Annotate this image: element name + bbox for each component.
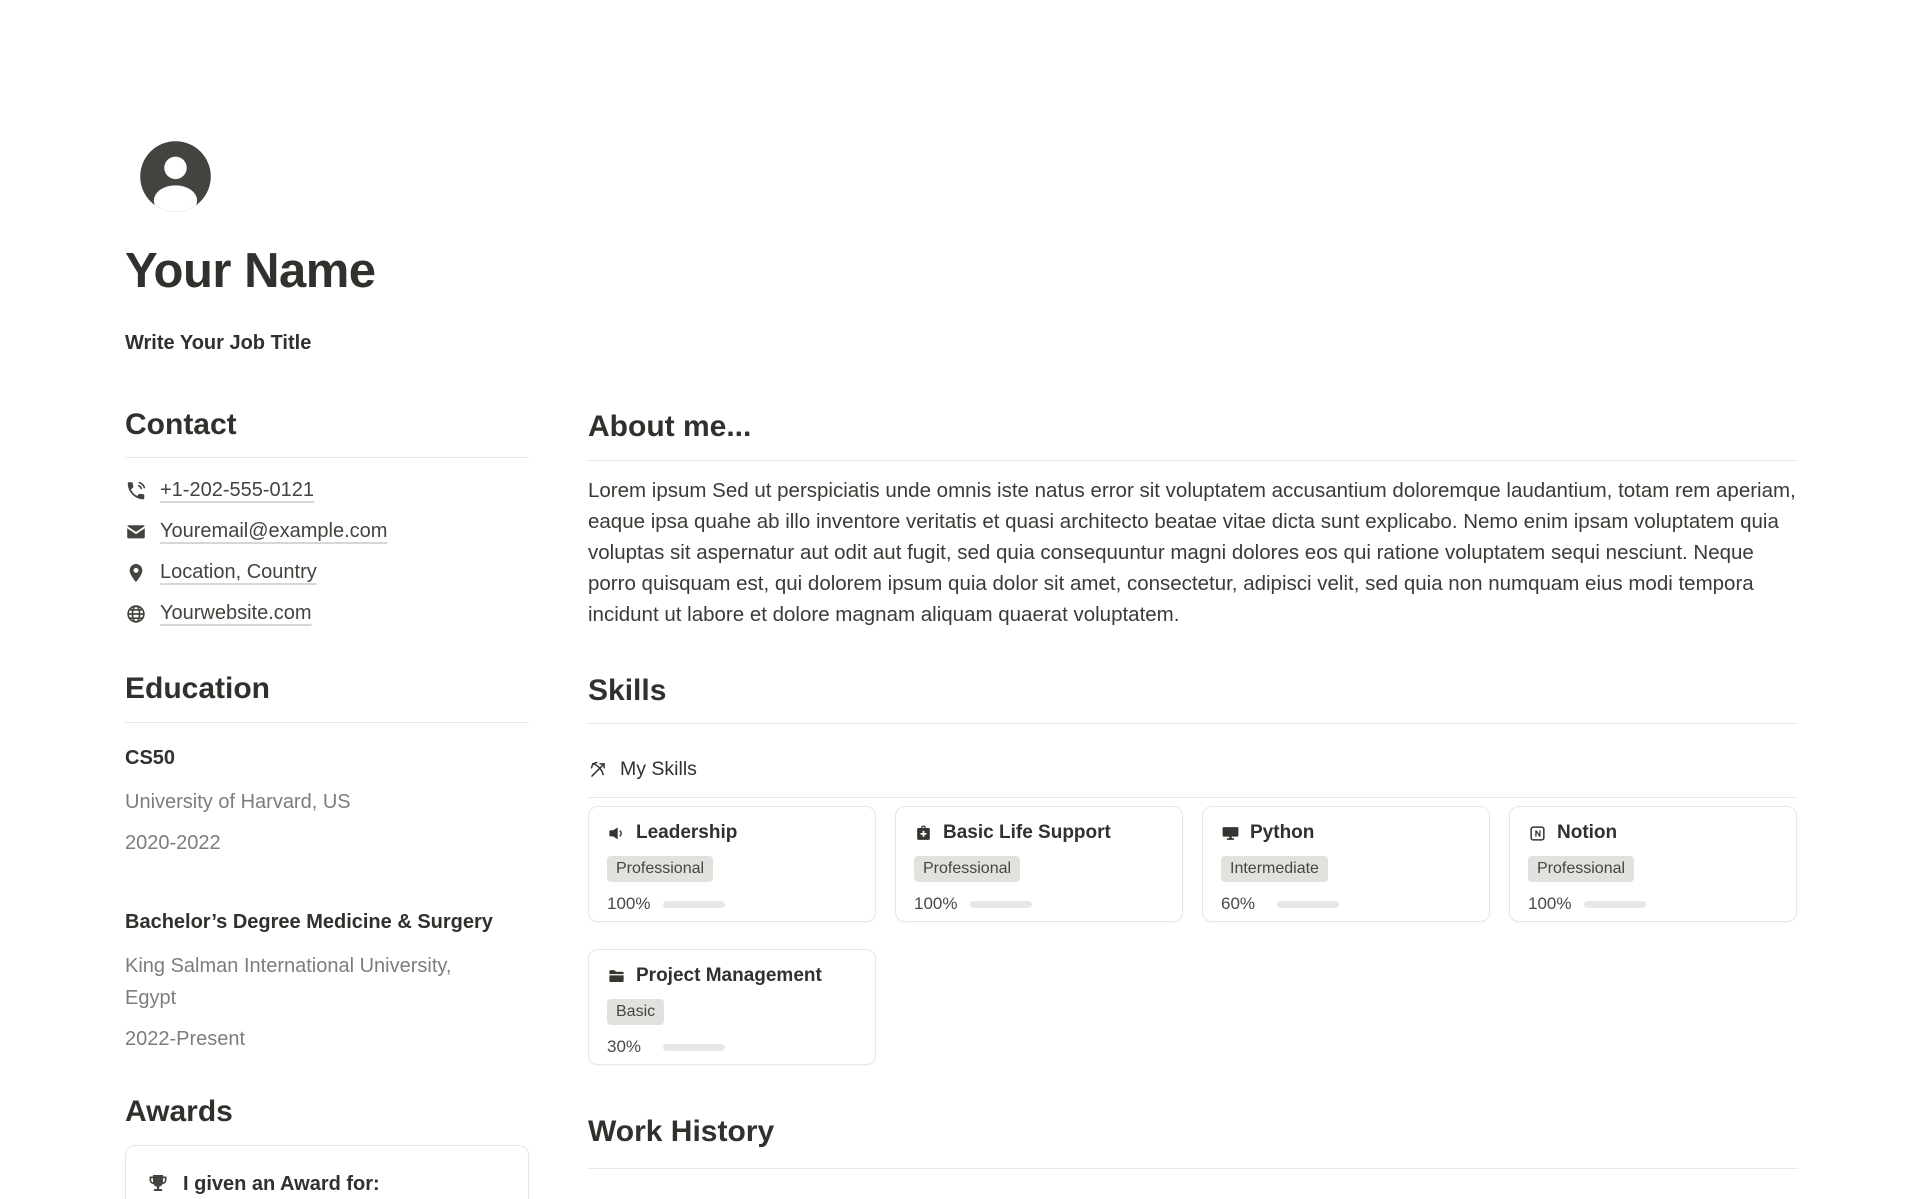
skill-name: Notion [1557,822,1618,843]
education-heading: Education [125,672,271,706]
my-skills-group[interactable] [588,758,1798,781]
skill-percent: 100% [607,894,651,913]
progress-bar [663,1044,725,1051]
skill-level-tag: Professional [607,856,713,882]
skill-percent: 100% [914,894,958,913]
phone-icon [125,480,147,502]
education-title: Bachelor’s Degree Medicine & Surgery [125,910,493,933]
divider [588,723,1798,724]
email-icon [125,521,147,543]
about-heading: About me... [588,410,752,443]
left-column [125,0,529,1199]
progress-bar [1277,901,1339,908]
education-period: 2022-Present [125,1027,246,1050]
location-icon [125,562,147,584]
contact-row-location [125,552,529,593]
skill-percent: 100% [1528,894,1572,913]
skill-level-tag: Professional [1528,856,1634,882]
contact-list [125,470,529,634]
skill-level-tag: Intermediate [1221,856,1328,882]
skill-level-tag: Basic [607,999,664,1025]
education-title: CS50 [125,746,176,769]
contact-row-email [125,511,529,552]
skill-card-leadership[interactable] [588,806,876,922]
my-skills-label: My Skills [620,758,697,780]
bow-arrow-icon [588,759,609,780]
about-paragraph: Lorem ipsum Sed ut perspiciatis unde omnis iste natus error sit voluptatem accusantium doloremque laudantium, totam rem aperiam, eaque ipsa quahe ab illo inventore veritatis et quasi architecto beatae vitae dicta sunt explicabo. Nemo enim ipsam voluptatem quia voluptas sit aspernatur aut odit aut fugit, sed quia consequuntur magni dolores eos qui ratione voluptatem sequi nesciunt. Neque porro quisquam est, qui dolorem ipsum quia dolor sit amet, consectetur, adipisci velit, sed quia non numquam eius modi tempora incidunt ut labore et dolore magnam aliquam quaerat voluptatem. [588,478,1796,626]
progress-bar [1584,901,1646,908]
website-link[interactable]: Yourwebsite.com [160,602,312,625]
education-entry [125,747,529,855]
skills-gallery [588,806,1798,1065]
education-entry [125,911,529,1051]
globe-icon [125,603,147,625]
education-institution: King Salman International University, Egypt [125,954,452,1009]
job-title: Write Your Job Title [125,331,312,354]
avatar [125,0,529,215]
skill-level-tag: Professional [914,856,1020,882]
skill-percent: 60% [1221,894,1256,913]
skill-card-project-management[interactable] [588,949,876,1065]
work-history-heading: Work History [588,1115,775,1148]
megaphone-icon [607,824,626,843]
divider [588,797,1798,798]
folder-icon [607,967,626,986]
divider [588,1168,1798,1169]
skill-percent: 30% [607,1037,642,1056]
education-period: 2020-2022 [125,831,221,854]
education-institution: University of Harvard, US [125,790,351,813]
skills-heading: Skills [588,673,667,707]
award-row [146,1172,508,1196]
monitor-icon [1221,824,1240,843]
skill-name: Project Management [636,965,822,986]
phone-link[interactable]: +1-202-555-0121 [160,479,315,502]
trophy-icon [146,1172,170,1196]
skill-card-python[interactable] [1202,806,1490,922]
medical-bag-icon [914,824,933,843]
contact-heading: Contact [125,407,237,441]
divider [125,457,529,458]
skill-name: Basic Life Support [943,822,1111,843]
right-column [588,0,1798,1169]
divider [125,722,529,723]
skill-card-notion[interactable] [1509,806,1797,922]
skill-name: Python [1250,822,1315,843]
email-link[interactable]: Youremail@example.com [160,520,388,543]
contact-row-phone [125,470,529,511]
location-link[interactable]: Location, Country [160,561,317,584]
award-card[interactable] [125,1145,529,1199]
awards-heading: Awards [125,1094,233,1128]
notion-icon [1528,824,1547,843]
skill-card-basic-life-support[interactable] [895,806,1183,922]
divider [588,460,1798,461]
page-title: Your Name [125,244,376,298]
progress-bar [663,901,725,908]
person-avatar-icon [137,138,529,215]
contact-row-website [125,593,529,634]
award-label: I given an Award for: [183,1172,380,1195]
progress-bar [970,901,1032,908]
skill-name: Leadership [636,822,738,843]
